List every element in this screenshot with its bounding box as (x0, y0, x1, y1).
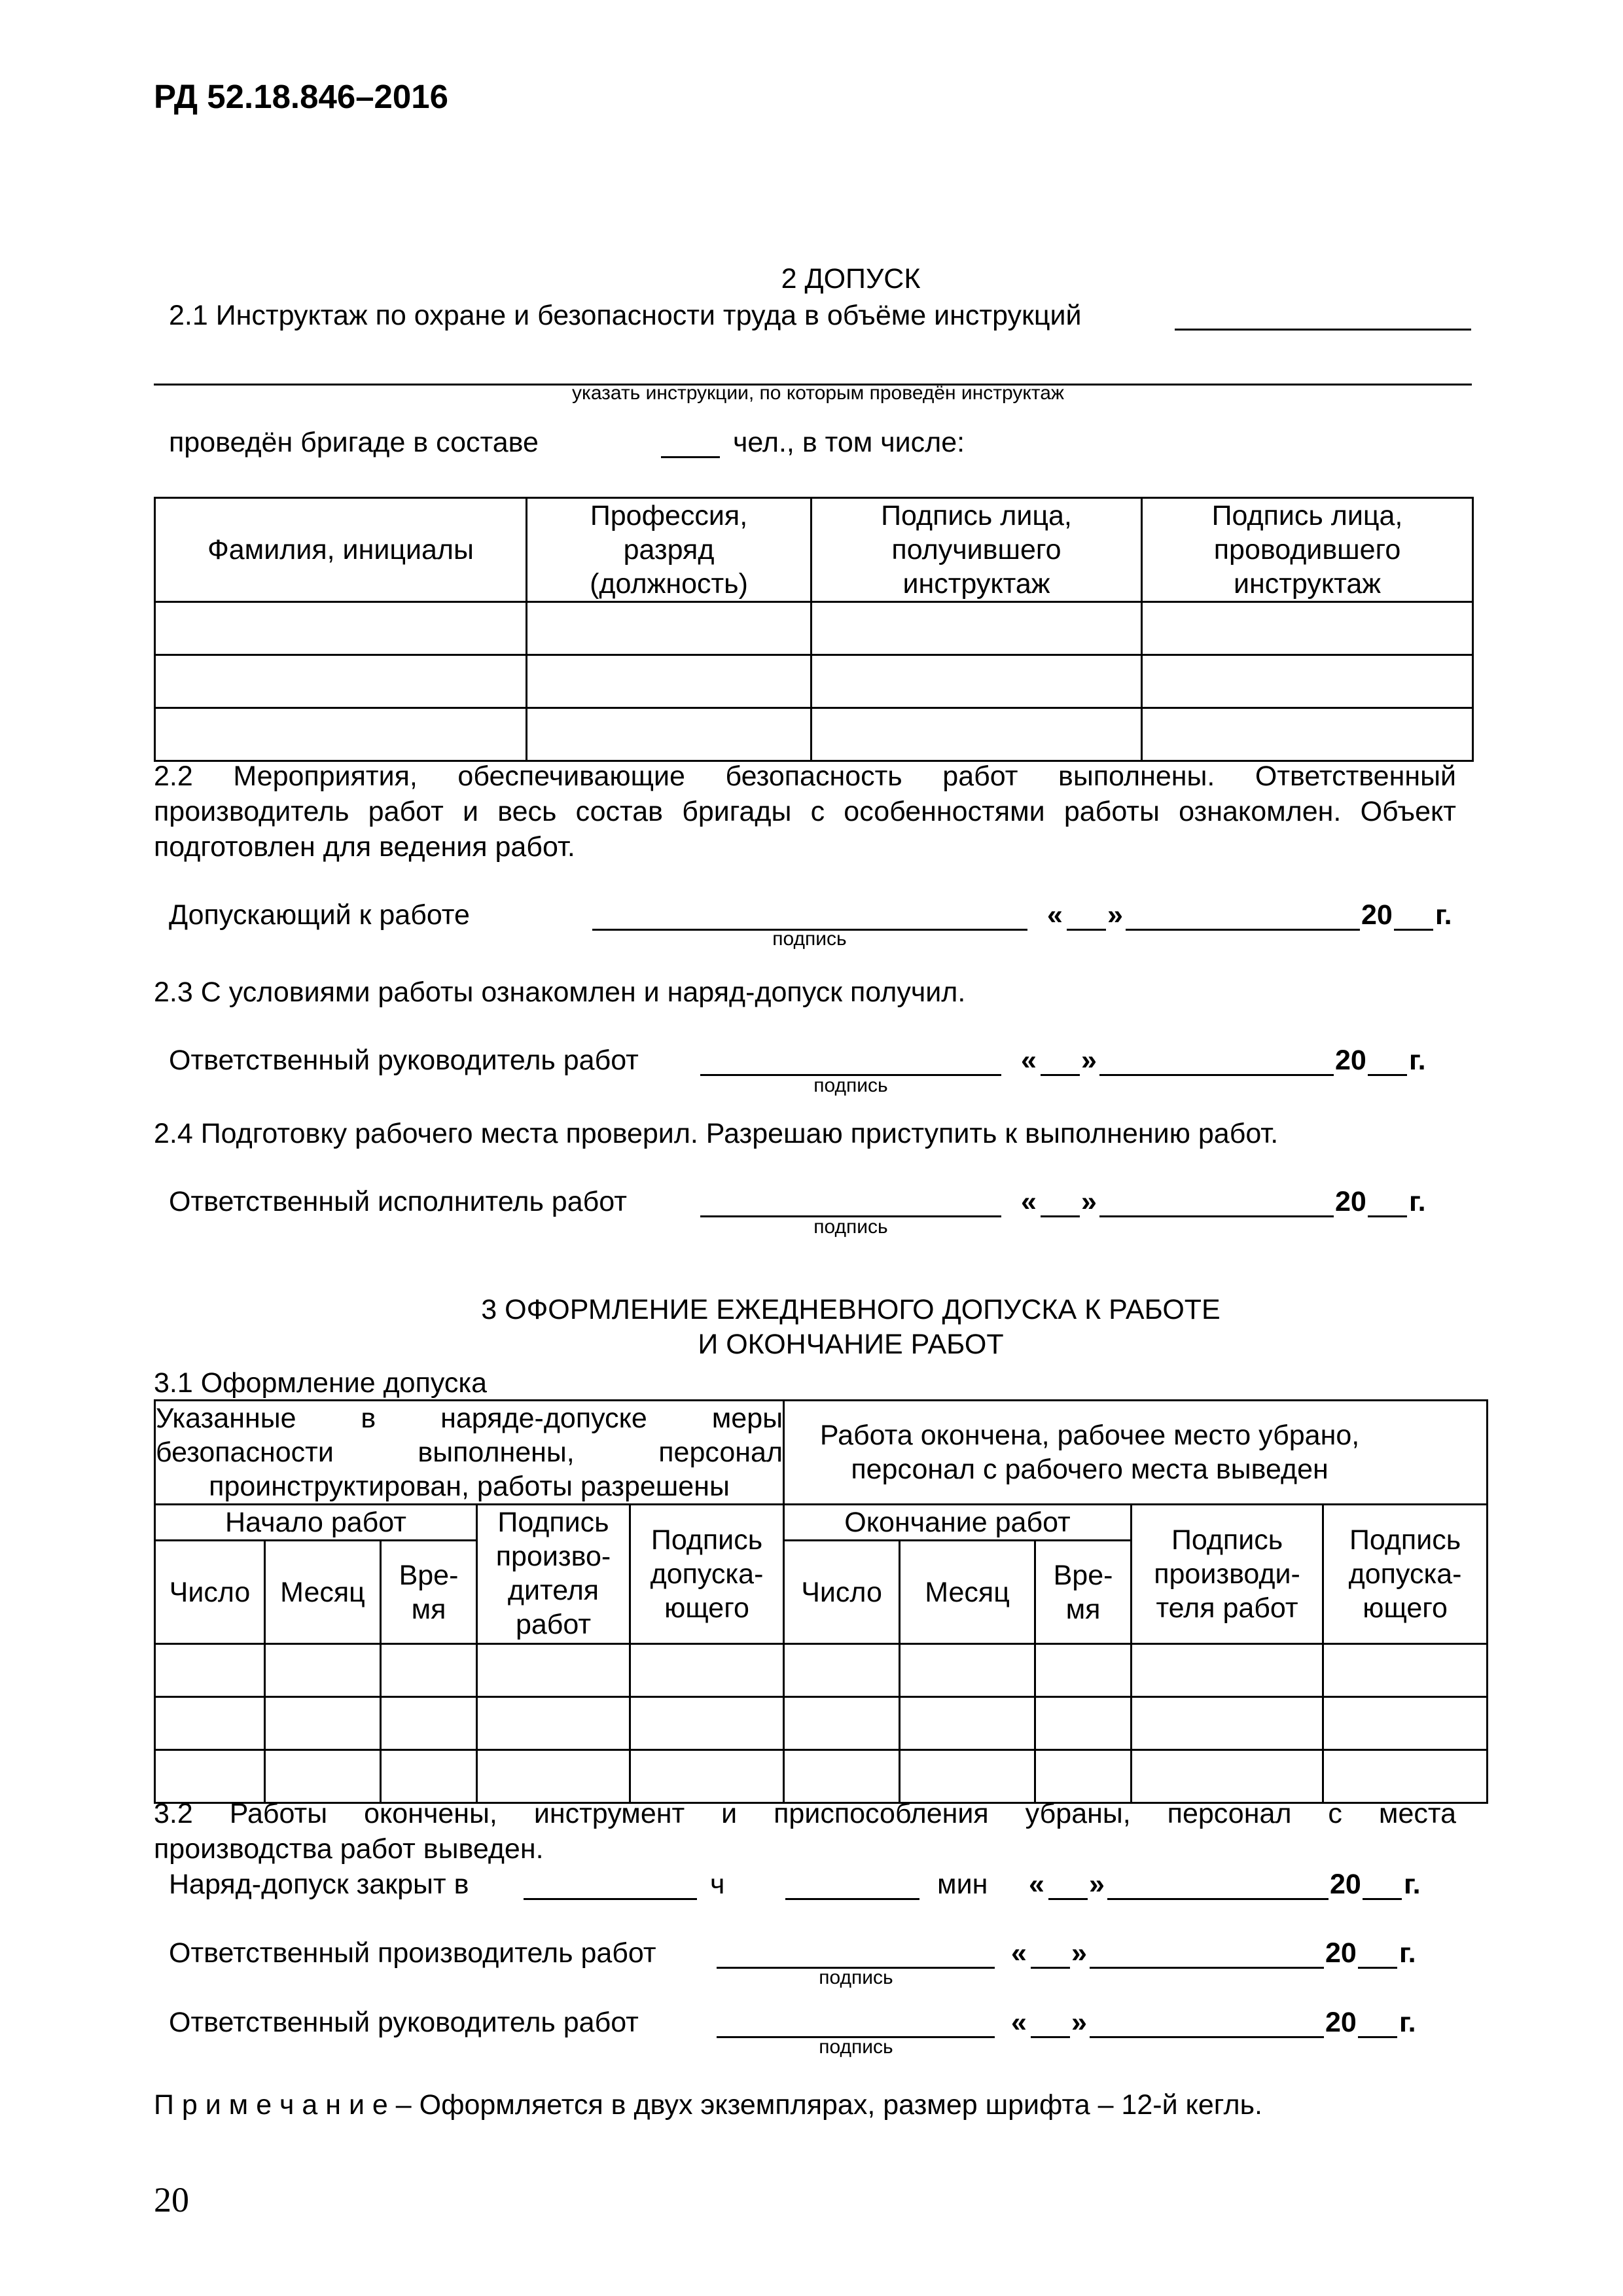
note (154, 2088, 1262, 2122)
date-year-prefix: 20 (1325, 2007, 1357, 2038)
date-day-field[interactable] (1031, 1967, 1070, 1969)
document-code: РД 52.18.846–2016 (154, 78, 449, 115)
signature-caption: подпись (819, 1967, 893, 1988)
table-cell[interactable] (265, 1750, 381, 1803)
date-day-field[interactable] (1048, 1898, 1088, 1900)
table-cell[interactable] (381, 1697, 477, 1750)
table-cell[interactable] (784, 1697, 900, 1750)
table-cell[interactable] (784, 1750, 900, 1803)
col-time-end: Вре-мя (1035, 1541, 1132, 1644)
table-cell[interactable] (1132, 1644, 1323, 1697)
item-3-1-text: 3.1 Оформление допуска (154, 1367, 488, 1399)
table-cell[interactable] (1035, 1644, 1132, 1697)
table-cell[interactable] (1323, 1750, 1488, 1803)
table-header-profession: Профессия, разряд (должность) (527, 498, 812, 602)
date-day-field[interactable] (1041, 1215, 1080, 1217)
date-month-field[interactable] (1099, 1215, 1334, 1217)
table-row (155, 708, 1473, 761)
brigade-suffix: чел., в том числе: (733, 427, 965, 458)
date-year-field[interactable] (1368, 1074, 1407, 1076)
date-month-field[interactable] (1126, 929, 1360, 931)
date-year-field[interactable] (1394, 929, 1433, 931)
table-row (155, 602, 1473, 655)
item-2-3-text: 2.3 С условиями работы ознакомлен и наряд-допуск получил. (154, 977, 966, 1008)
date-year-field[interactable] (1358, 2036, 1397, 2038)
date-year-field[interactable] (1368, 1215, 1407, 1217)
date-year-suffix: г. (1399, 1937, 1416, 1969)
hours-unit: ч (710, 1869, 725, 1900)
table-header-signature-received: Подпись лица, получившего инструктаж (812, 498, 1142, 602)
admission-measures-header (155, 1401, 784, 1505)
table-cell[interactable] (900, 1697, 1035, 1750)
closed-label: Наряд-допуск закрыт в (169, 1869, 469, 1900)
signature-caption: подпись (819, 2036, 893, 2058)
date-day-field[interactable] (1067, 929, 1106, 931)
instructions-caption: указать инструкции, по которым проведён инструктаж (572, 382, 1064, 404)
table-cell[interactable] (381, 1750, 477, 1803)
date-quote-open: « (1021, 1045, 1037, 1076)
table-cell[interactable] (155, 708, 527, 761)
date-year-suffix: г. (1409, 1186, 1426, 1217)
item-3-2-line-2: производства работ выведен. (154, 1833, 544, 1865)
col-sign-admitter: Подпись допуска-ющего (630, 1505, 784, 1644)
note-label: П р и м е ч а н и е (154, 2089, 388, 2121)
table-cell[interactable] (477, 1697, 630, 1750)
responsible-executor-label: Ответственный исполнитель работ (169, 1186, 627, 1217)
date-day-field[interactable] (1031, 2036, 1070, 2038)
col-day: Число (155, 1541, 265, 1644)
end-work-header: Окончание работ (784, 1505, 1132, 1541)
work-finished-header: Работа окончена, рабочее место убрано, персонал с рабочего места выведен (784, 1401, 1488, 1505)
date-year-suffix: г. (1409, 1045, 1426, 1076)
date-quote-open: « (1011, 1937, 1027, 1969)
date-year-prefix: 20 (1335, 1186, 1366, 1217)
date-year-suffix: г. (1435, 899, 1452, 931)
col-month: Месяц (265, 1541, 381, 1644)
table-cell[interactable] (1323, 1697, 1488, 1750)
table-cell[interactable] (155, 1697, 265, 1750)
responsible-manager-label-3: Ответственный руководитель работ (169, 2007, 639, 2038)
signature-caption: подпись (813, 1075, 888, 1096)
item-2-2-line-1: 2.2 Мероприятия, обеспечивающие безопасность работ выполнены. Ответственный (154, 761, 1456, 792)
table-cell[interactable] (1142, 708, 1473, 761)
page-number: 20 (154, 2180, 189, 2219)
table-cell[interactable] (812, 602, 1142, 655)
minutes-unit: мин (937, 1869, 988, 1900)
item-2-2-line-3: подготовлен для ведения работ. (154, 831, 575, 863)
item-2-2-line-2: производитель работ и весь состав бригады с особенностями работы ознакомлен. Объект (154, 796, 1456, 827)
instruction-table (154, 497, 1474, 762)
date-year-suffix: г. (1404, 1869, 1421, 1900)
date-month-field[interactable] (1090, 2036, 1324, 2038)
col-month-end: Месяц (900, 1541, 1035, 1644)
table-cell[interactable] (265, 1644, 381, 1697)
brigade-prefix: проведён бригаде в составе (169, 427, 539, 458)
table-cell[interactable] (1142, 602, 1473, 655)
responsible-manager-label: Ответственный руководитель работ (169, 1045, 639, 1076)
table-cell[interactable] (527, 602, 812, 655)
date-quote-open: « (1047, 899, 1063, 931)
closed-hours-field[interactable] (524, 1898, 697, 1900)
table-cell[interactable] (477, 1644, 630, 1697)
table-cell[interactable] (630, 1750, 784, 1803)
date-year-field[interactable] (1358, 1967, 1397, 1969)
responsible-producer-label: Ответственный производитель работ (169, 1937, 656, 1969)
table-cell[interactable] (784, 1644, 900, 1697)
item-2-1-text: 2.1 Инструктаж по охране и безопасности труда в объёме инструкций (169, 300, 1082, 331)
date-year-prefix: 20 (1361, 899, 1393, 931)
table-cell[interactable] (265, 1697, 381, 1750)
date-quote-close: » (1081, 1045, 1097, 1076)
date-year-prefix: 20 (1330, 1869, 1361, 1900)
start-work-header: Начало работ (155, 1505, 477, 1541)
col-sign-producer-end: Подпись производи-теля работ (1132, 1505, 1323, 1644)
table-cell[interactable] (812, 655, 1142, 708)
date-month-field[interactable] (1090, 1967, 1324, 1969)
table-row (155, 1697, 1488, 1750)
date-month-field[interactable] (1099, 1074, 1334, 1076)
col-time: Вре-мя (381, 1541, 477, 1644)
table-cell[interactable] (155, 1644, 265, 1697)
brigade-count-field[interactable] (661, 456, 720, 458)
date-quote-open: « (1011, 2007, 1027, 2038)
instructions-line-short[interactable] (1175, 329, 1471, 331)
date-year-suffix: г. (1399, 2007, 1416, 2038)
table-cell[interactable] (812, 708, 1142, 761)
table-cell[interactable] (1035, 1750, 1132, 1803)
date-day-field[interactable] (1041, 1074, 1080, 1076)
table-cell[interactable] (155, 602, 527, 655)
table-cell[interactable] (630, 1644, 784, 1697)
table-cell[interactable] (527, 655, 812, 708)
date-quote-open: « (1021, 1186, 1037, 1217)
date-quote-open: « (1029, 1869, 1044, 1900)
admission-measures-line-1: Указанные в наряде-допуске меры (156, 1403, 783, 1434)
date-year-prefix: 20 (1335, 1045, 1366, 1076)
table-cell[interactable] (155, 1750, 265, 1803)
table-cell[interactable] (900, 1644, 1035, 1697)
table-cell[interactable] (900, 1750, 1035, 1803)
date-quote-close: » (1107, 899, 1123, 931)
admitting-label: Допускающий к работе (169, 899, 470, 931)
section3-title-line-1: 3 ОФОРМЛЕНИЕ ЕЖЕДНЕВНОГО ДОПУСКА К РАБОТЕ (481, 1294, 1221, 1325)
date-month-field[interactable] (1107, 1898, 1329, 1900)
section3-title-line-2: И ОКОНЧАНИЕ РАБОТ (698, 1329, 1004, 1360)
item-2-4-text: 2.4 Подготовку рабочего места проверил. Разрешаю приступить к выполнению работ. (154, 1118, 1279, 1149)
section2-title: 2 ДОПУСК (781, 263, 921, 295)
col-sign-producer: Подпись произво-дителя работ (477, 1505, 630, 1644)
date-quote-close: » (1071, 1937, 1087, 1969)
table-header-signature-conducted: Подпись лица, проводившего инструктаж (1142, 498, 1473, 602)
signature-caption: подпись (813, 1216, 888, 1238)
table-cell[interactable] (527, 708, 812, 761)
table-header-name: Фамилия, инициалы (155, 498, 527, 602)
table-row (155, 1644, 1488, 1697)
table-row (155, 655, 1473, 708)
admission-measures-line-3: проинструктирован, работы разрешены (209, 1471, 730, 1502)
table-cell[interactable] (1132, 1750, 1323, 1803)
admission-measures-line-2: безопасности выполнены, персонал (156, 1437, 783, 1468)
note-text: – Оформляется в двух экземплярах, размер шрифта – 12-й кегль. (387, 2089, 1262, 2121)
table-cell[interactable] (1035, 1697, 1132, 1750)
table-cell[interactable] (381, 1644, 477, 1697)
col-sign-admitter-end: Подпись допуска-ющего (1323, 1505, 1488, 1644)
date-year-field[interactable] (1363, 1898, 1402, 1900)
closed-minutes-field[interactable] (785, 1898, 919, 1900)
signature-caption: подпись (772, 928, 847, 950)
date-quote-close: » (1081, 1186, 1097, 1217)
table-cell[interactable] (477, 1750, 630, 1803)
table-row (155, 1750, 1488, 1803)
daily-admission-table (154, 1399, 1488, 1804)
date-quote-close: » (1071, 2007, 1087, 2038)
col-day-end: Число (784, 1541, 900, 1644)
table-cell[interactable] (1323, 1644, 1488, 1697)
date-quote-close: » (1089, 1869, 1105, 1900)
table-cell[interactable] (1142, 655, 1473, 708)
table-cell[interactable] (1132, 1697, 1323, 1750)
table-cell[interactable] (155, 655, 527, 708)
date-year-prefix: 20 (1325, 1937, 1357, 1969)
item-3-2-line-1: 3.2 Работы окончены, инструмент и приспособления убраны, персонал с места (154, 1798, 1456, 1829)
table-cell[interactable] (630, 1697, 784, 1750)
